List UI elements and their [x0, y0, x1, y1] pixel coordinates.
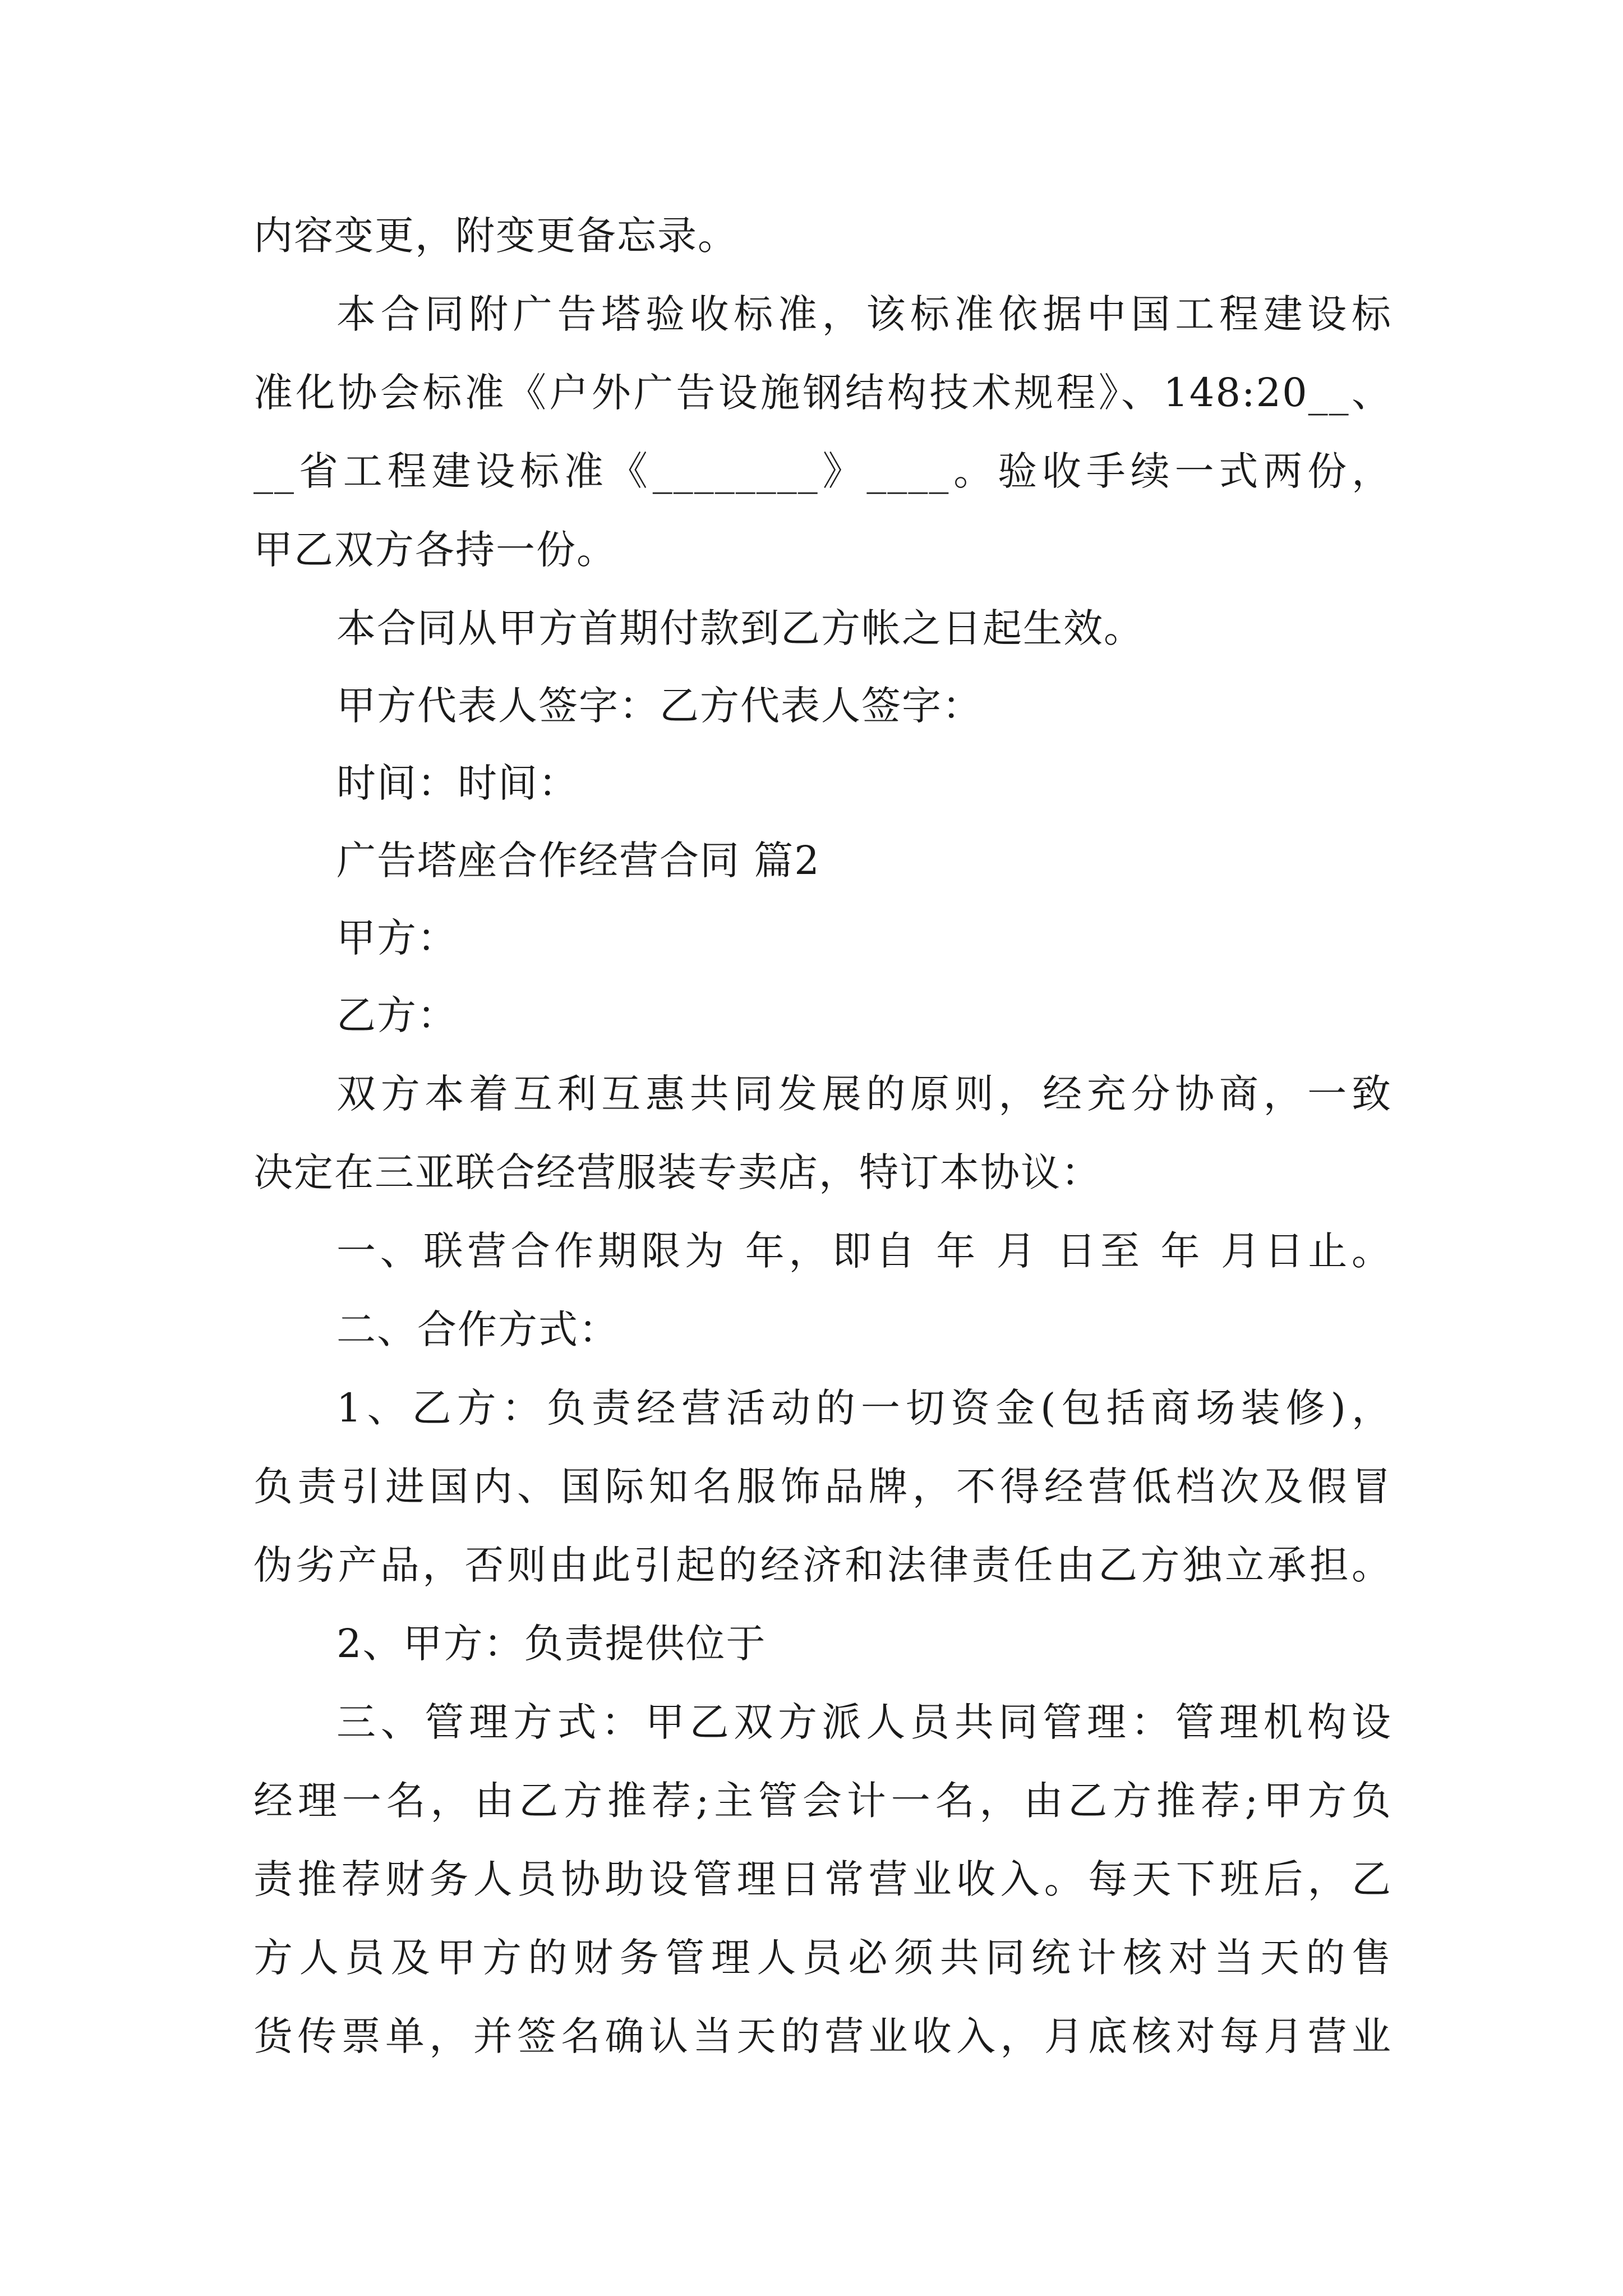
- text-line: 本合同从甲方首期付款到乙方帐之日起生效。: [336, 605, 1144, 651]
- text-line: 双方本着互利互惠共同发展的原则，经充分协商，一致: [336, 1071, 1392, 1117]
- text-line: 决定在三亚联合经营服装专卖店，特订本协议：: [253, 1149, 1101, 1195]
- text-line: 时间：时间：: [336, 760, 579, 806]
- text-line: __省工程建设标准《________》____。验收手续一式两份，: [253, 448, 1392, 494]
- text-line: 内容变更，附变更备忘录。: [253, 213, 738, 259]
- text-line: 本合同附广告塔验收标准，该标准依据中国工程建设标: [336, 291, 1392, 337]
- text-line: 伪劣产品，否则由此引起的经济和法律责任由乙方独立承担。: [253, 1542, 1392, 1588]
- text-line: 经理一名，由乙方推荐;主管会计一名，由乙方推荐;甲方负: [253, 1778, 1392, 1824]
- text-line: 一、联营合作期限为 年，即自 年 月 日至 年 月日止。: [336, 1228, 1392, 1274]
- text-line: 甲方代表人签字：乙方代表人签字：: [336, 683, 983, 729]
- section-heading: 广告塔座合作经营合同 篇2: [336, 838, 820, 884]
- text-line: 甲方：: [336, 915, 458, 961]
- text-line: 责推荐财务人员协助设管理日常营业收入。每天下班后，乙: [253, 1856, 1392, 1902]
- text-line: 乙方：: [336, 992, 458, 1038]
- text-line: 准化协会标准《户外广告设施钢结构技术规程》、148:20__、: [253, 370, 1392, 416]
- text-line: 三、管理方式：甲乙双方派人员共同管理：管理机构设: [336, 1699, 1392, 1745]
- text-line: 甲乙双方各持一份。: [253, 527, 617, 573]
- text-line: 1、乙方：负责经营活动的一切资金(包括商场装修)，: [336, 1385, 1392, 1431]
- text-line: 2、甲方：负责提供位于: [336, 1621, 767, 1667]
- text-line: 二、合作方式：: [336, 1306, 619, 1352]
- text-line: 负责引进国内、国际知名服饰品牌，不得经营低档次及假冒: [253, 1464, 1392, 1510]
- text-line: 方人员及甲方的财务管理人员必须共同统计核对当天的售: [253, 1935, 1392, 1981]
- text-line: 货传票单，并签名确认当天的营业收入，月底核对每月营业: [253, 2013, 1392, 2059]
